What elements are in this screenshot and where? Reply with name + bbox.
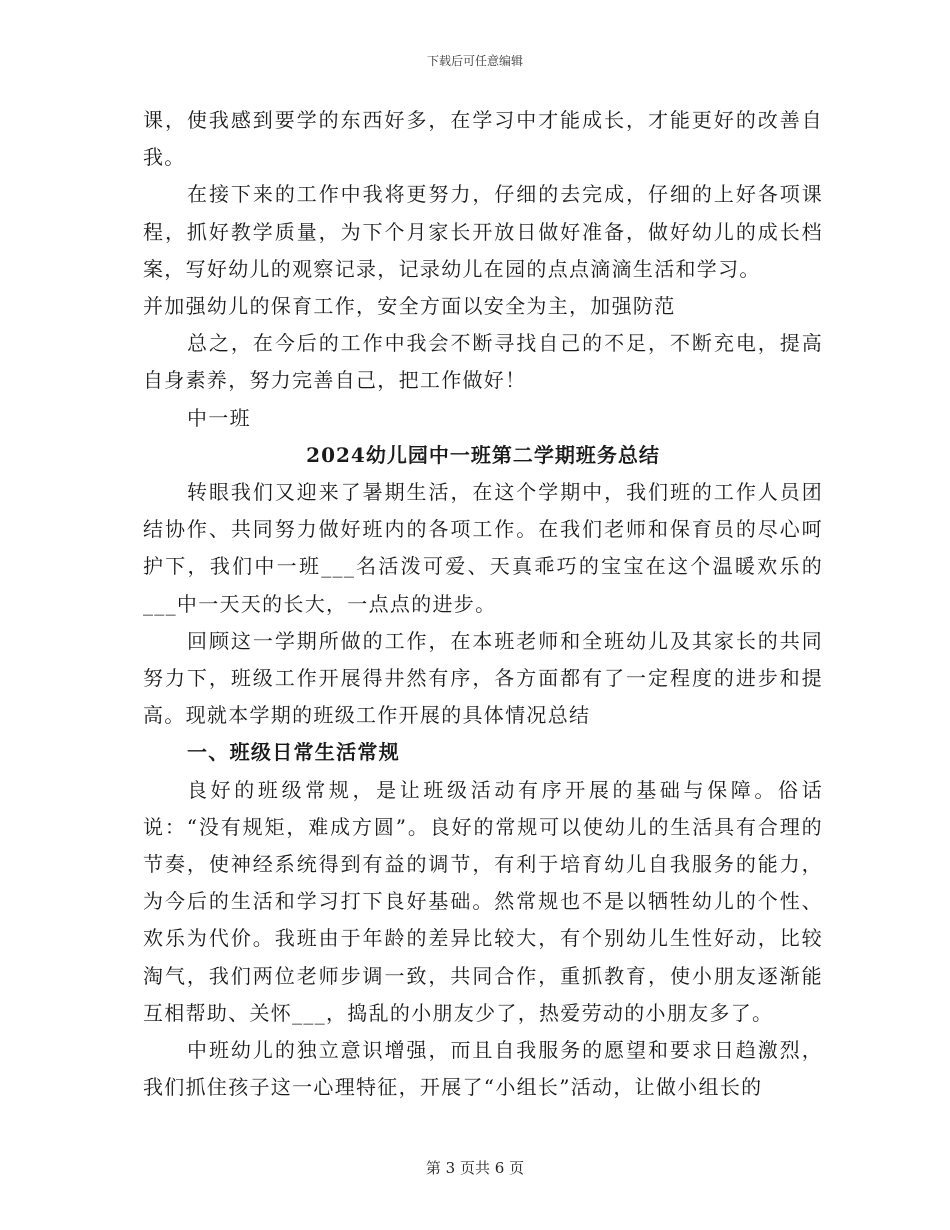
- paragraph: 并加强幼儿的保育工作，安全方面以安全为主，加强防范: [143, 294, 676, 319]
- signature-line: 中一班: [187, 405, 251, 430]
- document-body: [143, 102, 823, 1106]
- paragraph: 中班幼儿的独立意识增强，而且自我服务的愿望和要求日趋激烈，我们抓住孩子这一心理特征，开展了“小组长”活动，让做小组长的: [143, 1038, 823, 1100]
- page-number: 第 3 页共 6 页: [425, 1159, 525, 1177]
- section-heading: 一、班级日常生活常规: [187, 740, 400, 765]
- page-header-note: 下载后可任意编辑: [426, 54, 523, 68]
- paragraph: 课，使我感到要学的东西好多，在学习中才能成长，才能更好的改善自我。: [143, 108, 823, 170]
- paragraph: 在接下来的工作中我将更努力，仔细的去完成，仔细的上好各项课程，抓好教学质量，为下个月家长开放日做好准备，做好幼儿的成长档案，写好幼儿的观察记录，记录幼儿在园的点点滴滴生活和学习。: [143, 182, 823, 281]
- paragraph: 总之，在今后的工作中我会不断寻找自己的不足，不断充电，提高自身素养，努力完善自己，把工作做好！: [143, 331, 823, 393]
- document-title: 2024幼儿园中一班第二学期班务总结: [306, 442, 660, 467]
- paragraph: 回顾这一学期所做的工作，在本班老师和全班幼儿及其家长的共同努力下，班级工作开展得井然有序，各方面都有了一定程度的进步和提高。现就本学期的班级工作开展的具体情况总结: [143, 628, 823, 728]
- paragraph: 良好的班级常规，是让班级活动有序开展的基础与保障。俗话说：“没有规矩，难成方圆”。良好的常规可以使幼儿的生活具有合理的节奏，使神经系统得到有益的调节，有利于培育幼儿自我服务的能力，为今后的生活和学习打下良好基础。然常规也不是以牺牲幼儿的个性、欢乐为代价。我班由于年龄的差异比较大，有个别幼儿生性好动，比较淘气，我们两位老师步调一致，共同合作，重抓教育，使小朋友逐渐能互相帮助、关怀___，捣乱的小朋友少了，热爱劳动的小朋友多了。: [143, 777, 823, 1025]
- paragraph: 转眼我们又迎来了暑期生活，在这个学期中，我们班的工作人员团结协作、共同努力做好班内的各项工作。在我们老师和保育员的尽心呵护下，我们中一班___名活泼可爱、天真乖巧的宝宝在这个温暖欢乐的___中一天天的长大，一点点的进步。: [143, 480, 823, 616]
